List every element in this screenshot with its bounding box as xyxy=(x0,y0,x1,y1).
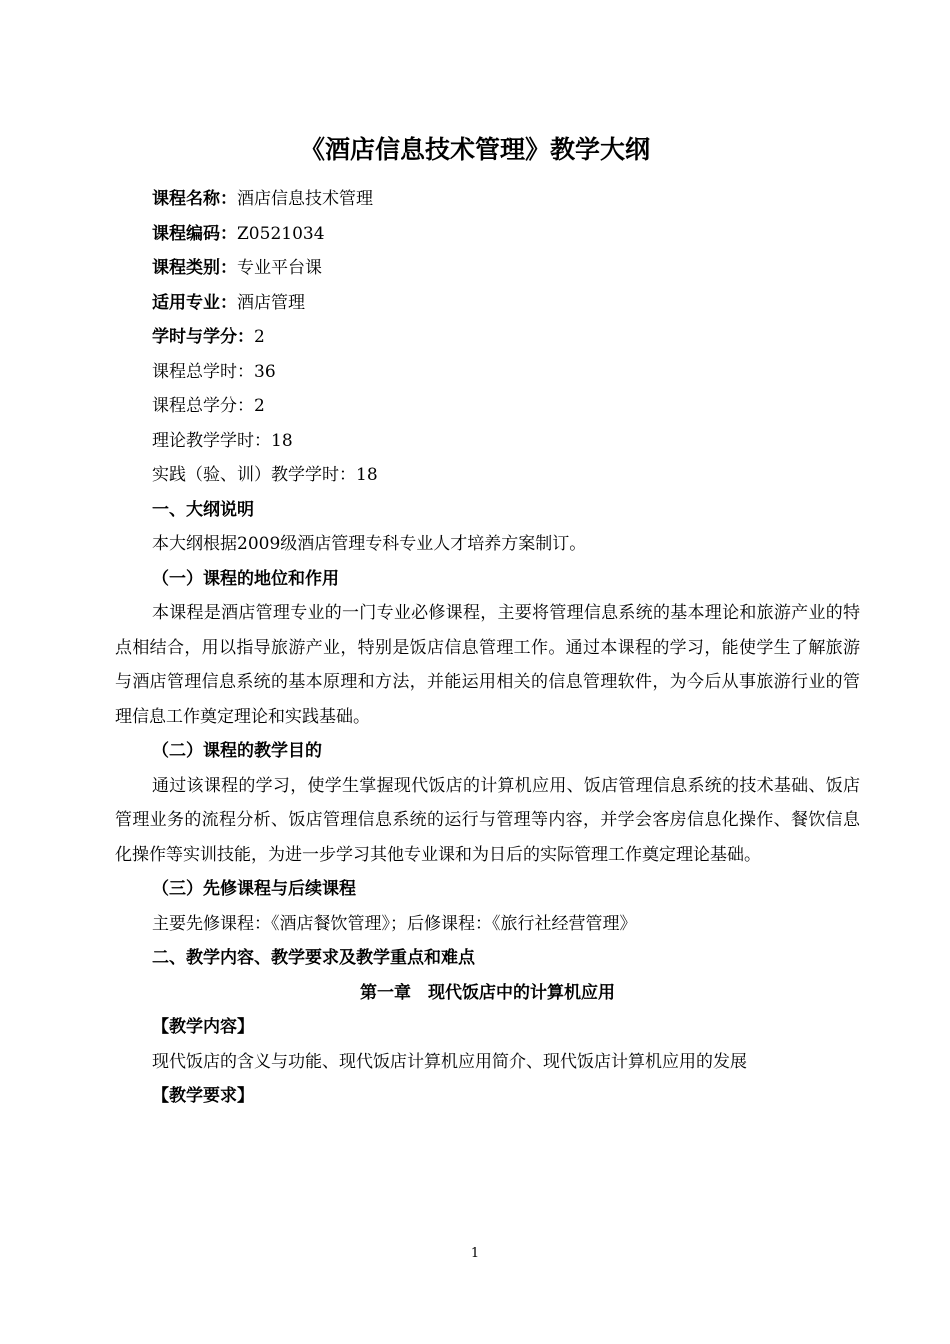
document-body xyxy=(115,182,860,1114)
theory-hours-line: 理论教学学时：18 xyxy=(152,430,293,451)
subsection1-heading: （一）课程的地位和作用 xyxy=(152,568,339,589)
section2-heading: 二、教学内容、教学要求及教学重点和难点 xyxy=(152,948,475,968)
hours-credits-label: 学时与学分： xyxy=(152,327,254,347)
subsection3-text: 主要先修课程：《酒店餐饮管理》；后修课程：《旅行社经营管理》 xyxy=(152,913,637,934)
chapter1-title: 第一章 现代饭店中的计算机应用 xyxy=(360,982,615,1003)
course-category-value: 专业平台课 xyxy=(237,258,322,278)
hours-credits-value: 2 xyxy=(254,327,265,347)
course-major-label: 适用专业： xyxy=(152,292,237,313)
document-title: 《酒店信息技术管理》教学大纲 xyxy=(299,135,650,164)
course-major-line xyxy=(115,286,860,321)
course-name-label: 课程名称： xyxy=(152,189,237,209)
course-code-value: Z0521034 xyxy=(237,223,325,244)
subsection3-heading: （三）先修课程与后续课程 xyxy=(152,879,356,899)
section1-heading: 一、大纲说明 xyxy=(152,499,254,520)
course-code-label: 课程编码： xyxy=(152,223,237,244)
subsection2-paragraph: 通过该课程的学习，使学生掌握现代饭店的计算机应用、饭店管理信息系统的技术基础、饭店管理业务的流程分析、饭店管理信息系统的运行与管理等内容，并学会客房信息化操作、餐饮信息化操作等实训技能，为进一步学习其他专业课和为日后的实际管理工作奠定理论基础。 xyxy=(115,775,860,865)
course-code-line xyxy=(115,217,860,252)
total-hours-line: 课程总学时：36 xyxy=(152,361,276,382)
practice-hours-line: 实践（验、训）教学学时：18 xyxy=(152,465,378,485)
course-name-line xyxy=(115,182,860,217)
course-category-line xyxy=(115,251,860,286)
subsection1-paragraph: 本课程是酒店管理专业的一门专业必修课程，主要将管理信息系统的基本理论和旅游产业的特点相结合，用以指导旅游产业，特别是饭店信息管理工作。通过本课程的学习，能使学生了解旅游与酒店管理信息系统的基本原理和方法，并能运用相关的信息管理软件，为今后从事旅游行业的管理信息工作奠定理论和实践基础。 xyxy=(115,603,860,727)
teaching-requirements-label: 【教学要求】 xyxy=(152,1086,254,1106)
teaching-content-text: 现代饭店的含义与功能、现代饭店计算机应用简介、现代饭店计算机应用的发展 xyxy=(152,1051,747,1072)
total-credits-line: 课程总学分：2 xyxy=(152,396,265,416)
page-number: 1 xyxy=(470,1246,480,1261)
subsection2-heading: （二）课程的教学目的 xyxy=(152,741,322,761)
section1-intro: 本大纲根据2009级酒店管理专科专业人才培养方案制订。 xyxy=(152,534,587,554)
hours-credits-line xyxy=(115,320,860,355)
course-major-value: 酒店管理 xyxy=(237,292,305,313)
course-category-label: 课程类别： xyxy=(152,258,237,278)
course-name-value: 酒店信息技术管理 xyxy=(237,189,373,209)
teaching-content-label: 【教学内容】 xyxy=(152,1017,254,1037)
